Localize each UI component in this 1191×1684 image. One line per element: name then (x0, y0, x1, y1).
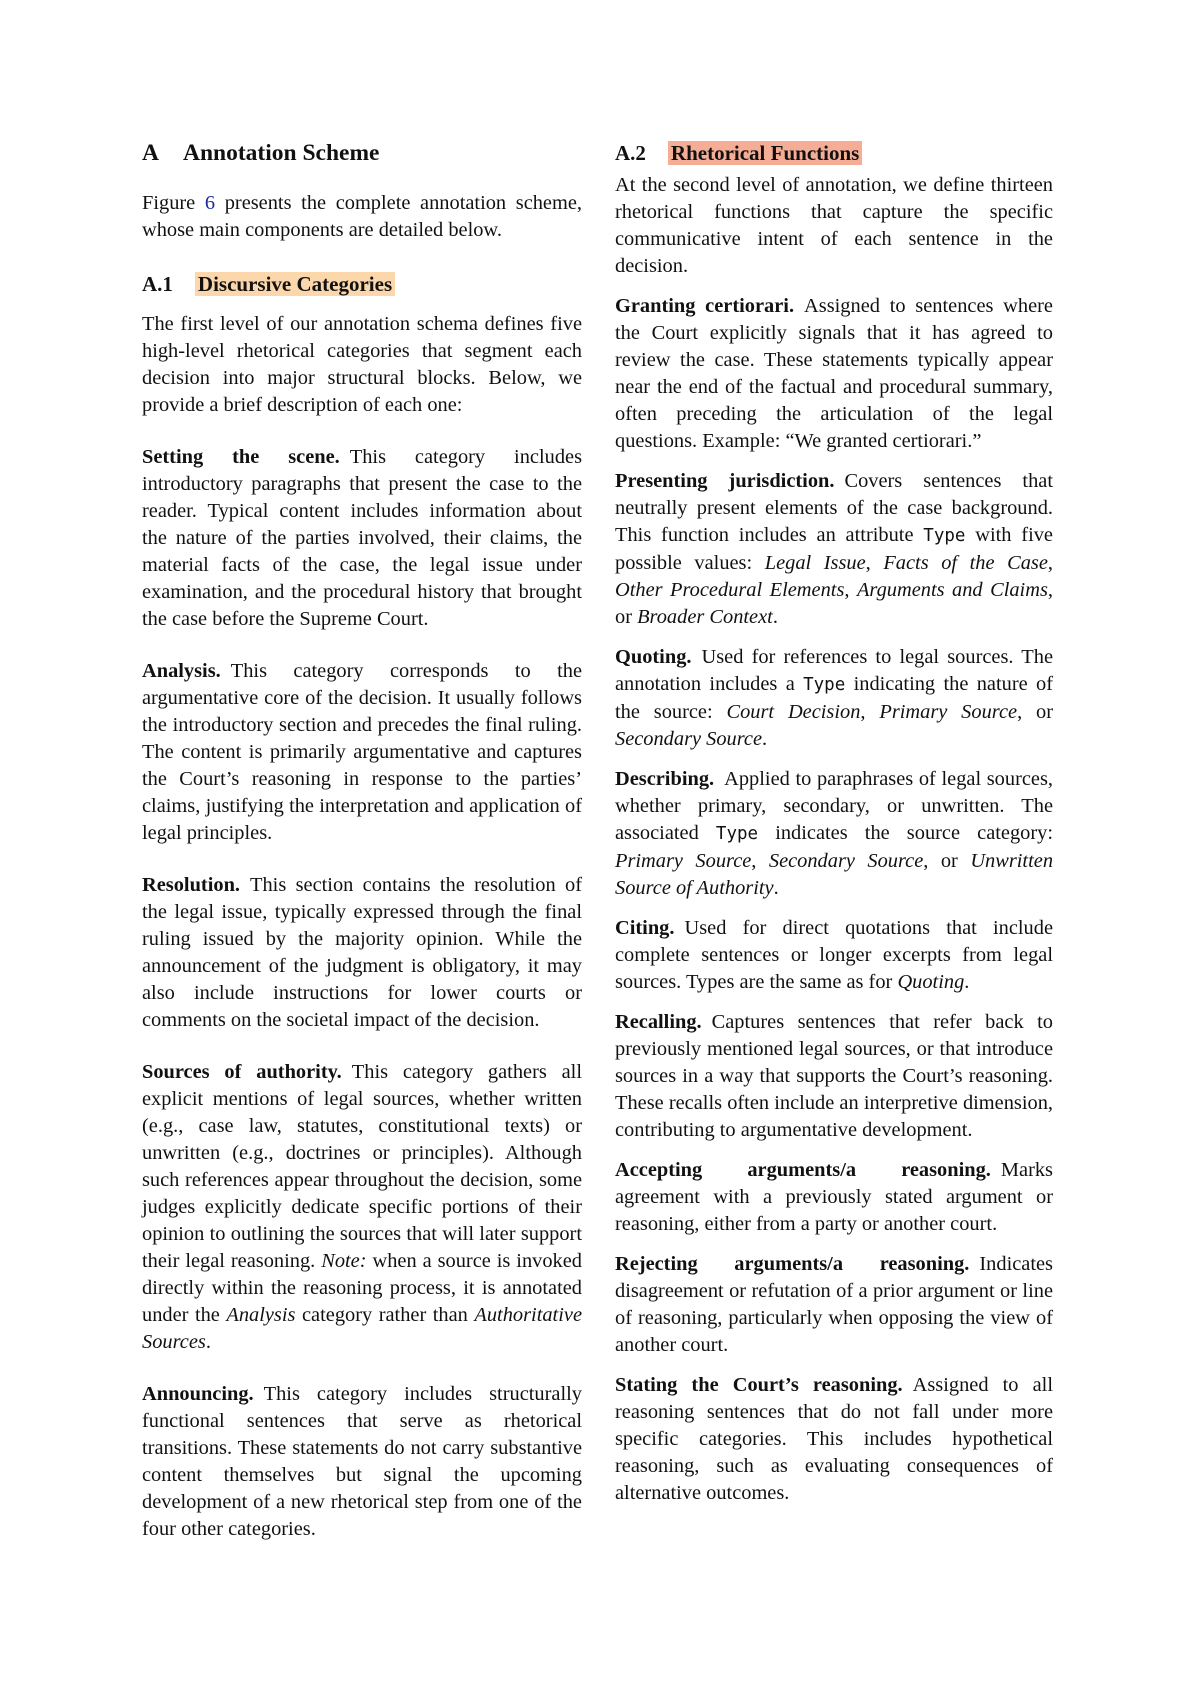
end: . (762, 728, 768, 750)
text-presenting-2: with five possible values: (615, 524, 1053, 574)
sep: , (860, 701, 880, 723)
term-recalling: Recalling. (615, 1011, 702, 1033)
text-announcing: This category includes structurally functional sentences that serve as rhetorical transitions. These statements do not carry substantive content themselves but signal the upcoming development of a new rhetorical step from one of the four other categories. (142, 1383, 582, 1540)
value-other-procedural-elements: Other Procedural Elements (615, 579, 845, 601)
function-citing (615, 915, 1053, 996)
value-court-decision: Court Decision (726, 701, 861, 723)
category-resolution (142, 872, 582, 1034)
text-describing-1: Applied to paraphrases of legal sources, whether primary, secondary, or unwritten. The associated (615, 768, 1053, 844)
sep: , (1047, 552, 1053, 574)
value-secondary-source: Secondary Source (615, 728, 763, 750)
sep: , (865, 552, 884, 574)
text-sources-4: . (205, 1331, 211, 1353)
text-rejecting: Indicates disagreement or refutation of a prior argument or line of reasoning, particularly when opposing the view of another court. (615, 1253, 1053, 1356)
text-stating: Assigned to all reasoning sentences that do not fall under more specific categories. This includes hypothetical reasoning, such as evaluating consequences of alternative outcomes. (615, 1374, 1053, 1504)
function-stating-reasoning (615, 1372, 1053, 1507)
text-citing: Used for direct quotations that include complete sentences or longer excerpts from legal sources. Types are the same as for (615, 917, 1053, 993)
function-granting-certiorari (615, 293, 1053, 455)
value-legal-issue: Legal Issue (764, 552, 866, 574)
text-presenting-type: Type (923, 526, 966, 546)
right-column (615, 138, 1053, 1507)
text-recalling: Captures sentences that refer back to previously mentioned legal sources, or that introduce sources in a way that supports the Court’s reasoning. These recalls often include an interpretive dimension, contributing to argumentative development. (615, 1011, 1053, 1141)
text-sources-cat2: Authoritative Sources (142, 1304, 582, 1353)
end: . (772, 606, 778, 628)
term-presenting: Presenting jurisdiction. (615, 470, 835, 492)
text-sources-3: category rather than (295, 1304, 475, 1326)
section-a2-heading (615, 138, 1053, 168)
end: . (773, 877, 779, 899)
text-citing-ref: Quoting (897, 971, 965, 993)
term-announcing: Announcing. (142, 1383, 254, 1405)
category-announcing (142, 1381, 582, 1543)
function-accepting (615, 1157, 1053, 1238)
text-accepting: Marks agreement with a previously stated argument or reasoning, either from a party or another court. (615, 1159, 1053, 1235)
value-primary-source: Primary Source (879, 701, 1018, 723)
sep-or: , or (923, 850, 971, 872)
left-column (142, 138, 582, 1543)
term-stating: Stating the Court’s reasoning. (615, 1374, 903, 1396)
text-quoting-1: Used for references to legal sources. The annotation includes a (615, 646, 1053, 695)
term-setting: Setting the scene. (142, 446, 340, 468)
value-secondary-source: Secondary Source (768, 850, 924, 872)
sep-or: , or (615, 579, 1053, 628)
term-quoting: Quoting. (615, 646, 692, 668)
function-rejecting (615, 1251, 1053, 1359)
section-a1-title: Discursive Categories (195, 272, 395, 296)
appendix-heading (142, 138, 582, 168)
section-a2-title: Rhetorical Functions (668, 141, 862, 165)
text-describing-2: indicates the source category: (758, 822, 1054, 844)
function-presenting-jurisdiction (615, 468, 1053, 631)
text-granting: Assigned to sentences where the Court explicitly signals that it has agreed to review the case. These statements typically appear near the end of the factual and procedural summary, often preceding the articulation of the legal questions. Example: “We granted certiorari.” (615, 295, 1053, 452)
end: . (964, 971, 970, 993)
term-analysis: Analysis. (142, 660, 221, 682)
text-sources-2: when a source is invoked directly within the reasoning process, it is annotated under the (142, 1250, 583, 1326)
sep: , (751, 850, 769, 872)
term-describing: Describing. (615, 768, 715, 790)
value-primary-source: Primary Source (615, 850, 752, 872)
text-presenting-1: Covers sentences that neutrally present elements of the case background. This function includes an attribute (615, 470, 1053, 546)
section-a1-number: A.1 (142, 272, 173, 296)
appendix-intro (142, 190, 582, 244)
text-setting: This category includes introductory paragraphs that present the case to the reader. Typical content includes information about the nature of the parties involved, their claims, the material facts of the case, the legal issue under examination, and the procedural history that brought the case before the Supreme Court. (142, 446, 583, 630)
appendix-title: Annotation Scheme (182, 140, 380, 166)
term-sources: Sources of authority. (142, 1061, 342, 1083)
term-accepting: Accepting arguments/a reasoning. (615, 1159, 991, 1181)
category-setting-the-scene (142, 444, 582, 633)
text-quoting-2: indicating the nature of the source: (615, 673, 1053, 723)
section-a2-number: A.2 (615, 141, 646, 165)
category-analysis (142, 658, 582, 847)
text-sources-1: This category gathers all explicit mentions of legal sources, whether written (e.g., case law, statutes, constitutional texts) or unwritten (e.g., doctrines or principles). Although such references appear throughout the decision, some judges explicitly dedicate specific portions of their opinion to outlining the sources that will later support their legal reasoning. (142, 1061, 583, 1272)
text-quoting-type: Type (803, 675, 846, 695)
section-a2-intro: At the second level of annotation, we define thirteen rhetorical functions that capture the specific communicative intent of each sentence in the decision. (615, 174, 1053, 277)
text-describing-type: Type (715, 824, 759, 844)
category-sources-of-authority (142, 1059, 582, 1356)
sep: , (844, 579, 857, 601)
value-facts-of-the-case: Facts of the Case (883, 552, 1048, 574)
value-unwritten-source: Unwritten Source of Authority (615, 850, 1054, 899)
function-quoting (615, 644, 1053, 753)
term-citing: Citing. (615, 917, 675, 939)
text-sources-cat1: Analysis (226, 1304, 296, 1326)
intro-prefix: Figure (142, 192, 205, 214)
appendix-number: A (142, 140, 159, 166)
figure-ref-link[interactable]: 6 (204, 192, 216, 214)
intro-suffix: presents the complete annotation scheme, whose main components are detailed below. (142, 192, 582, 241)
term-resolution: Resolution. (142, 874, 241, 896)
text-resolution: This section contains the resolution of the legal issue, typically expressed through the final ruling issued by the majority opinion. While the announcement of the judgment is obligatory, it may also include instructions for lower courts or comments on the societal impact of the decision. (142, 874, 582, 1031)
text-sources-note: Note: (321, 1250, 367, 1272)
function-describing (615, 766, 1053, 902)
text-analysis: This category corresponds to the argumentative core of the decision. It usually follows the introductory section and precedes the final ruling. The content is primarily argumentative and captures the Court’s reasoning in response to the parties’ claims, justifying the interpretation and application of legal principles. (142, 660, 582, 844)
value-arguments-and-claims: Arguments and Claims (856, 579, 1048, 601)
term-granting: Granting certiorari. (615, 295, 795, 317)
section-a1-intro: The first level of our annotation schema defines five high-level rhetorical categories that segment each decision into major structural blocks. Below, we provide a brief description of each one: (142, 313, 582, 416)
section-a1-heading (142, 269, 582, 299)
sep-or: , or (1017, 701, 1053, 723)
value-broader-context: Broader Context (637, 606, 773, 628)
term-rejecting: Rejecting arguments/a reasoning. (615, 1253, 970, 1275)
function-recalling (615, 1009, 1053, 1144)
